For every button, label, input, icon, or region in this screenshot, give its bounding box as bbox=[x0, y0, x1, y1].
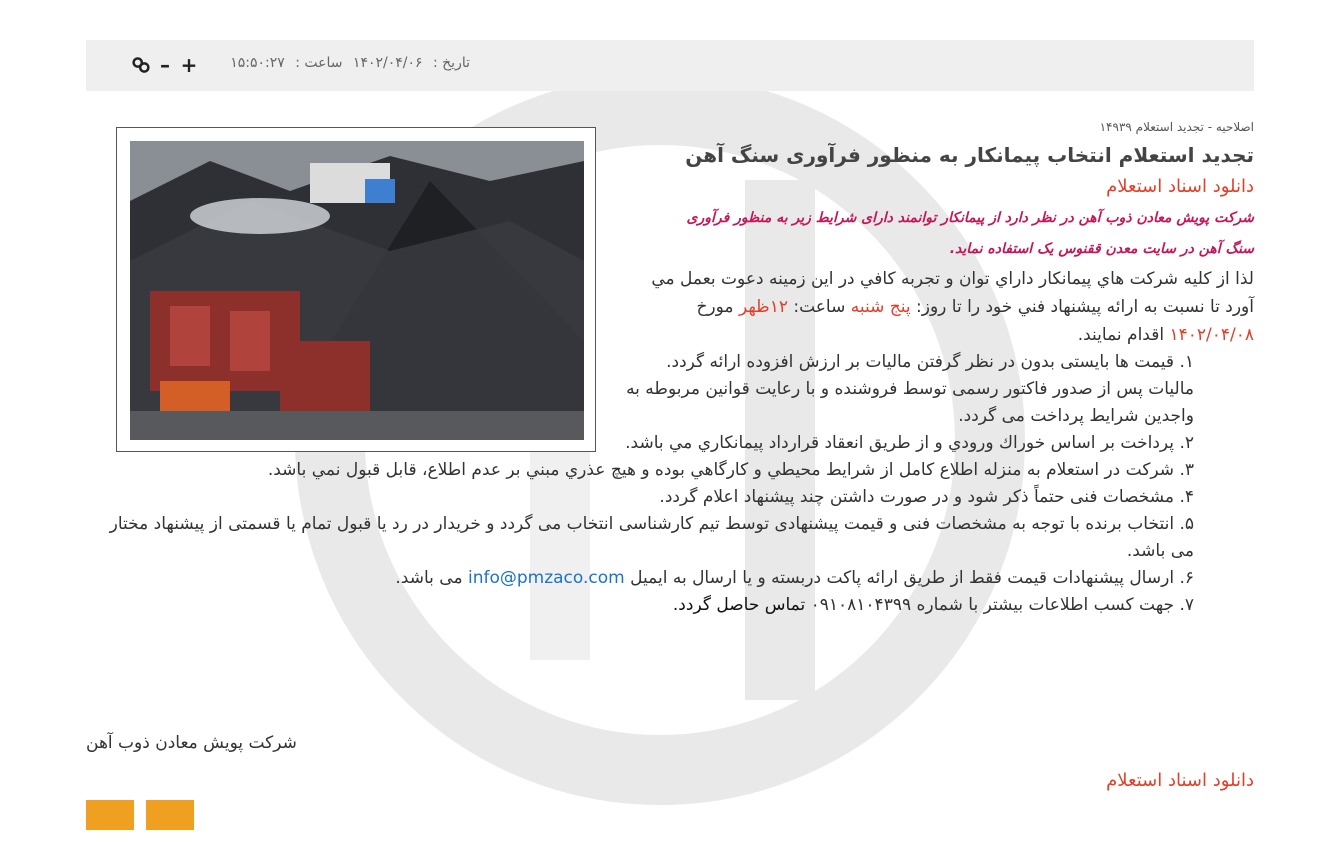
share-buttons bbox=[86, 800, 194, 830]
conditions-list bbox=[104, 349, 1254, 619]
list-item bbox=[104, 565, 1194, 592]
article-title: تجدید استعلام انتخاب پیمانکار به منظور فرآوری سنگ آهن bbox=[685, 143, 1254, 167]
item6-text: ۶. ارسال پیشنهادات قیمت فقط از طریق ارائه پاکت دربسته و یا ارسال به ایمیل bbox=[630, 568, 1194, 588]
link-icon[interactable] bbox=[132, 50, 150, 80]
download-documents-link-bottom[interactable]: دانلود اسناد استعلام bbox=[1106, 770, 1254, 791]
item7-text: ۷. جهت کسب اطلاعات بیشتر با شماره ۰۹۱۰۸۱۰۴۳۹۹ bbox=[810, 595, 1194, 615]
list-item: ۱. قیمت ها بایستی بدون در نظر گرفتن مالیات بر ارزش افزوده ارائه گردد. مالیات پس از صدور فاکتور رسمی توسط فروشنده و با رعایت قوانین مربوطه به واجدین شرایط پرداخت می گردد. bbox=[626, 352, 1194, 426]
para-end: اقدام نمایند. bbox=[1077, 325, 1165, 345]
email-link[interactable]: info@pmzaco.com bbox=[467, 568, 625, 588]
invitation-paragraph bbox=[636, 265, 1254, 349]
article-intro: شرکت پویش معادن ذوب آهن در نظر دارد از پیمانکار توانمند دارای شرایط زیر به منظور فرآوری سنگ آهن در سایت معدن ققنوس یک استفاده نماید. bbox=[686, 210, 1254, 257]
time-label: ساعت : bbox=[295, 55, 343, 71]
deadline-time-label: ساعت: bbox=[793, 297, 846, 317]
list-item: ۳. شركت در استعلام به منزله اطلاع كامل از شرايط محيطي و كارگاهي بوده و هيچ عذري مبني بر عدم اطلاع، قابل قبول نمي باشد. bbox=[267, 460, 1194, 480]
list-item bbox=[104, 592, 1194, 619]
share-button[interactable] bbox=[146, 800, 194, 830]
article-subheading: اصلاحیه - تجدید استعلام ۱۴۹۳۹ bbox=[1099, 120, 1254, 134]
download-documents-link[interactable]: دانلود اسناد استعلام bbox=[1106, 176, 1254, 197]
deadline-time: ۱۲ظهر bbox=[738, 297, 788, 317]
item6-end: می باشد. bbox=[395, 568, 463, 588]
font-tools bbox=[132, 50, 198, 80]
minus-icon[interactable]: – bbox=[160, 53, 170, 77]
date-time-display bbox=[224, 55, 470, 71]
deadline-dated-label: مورخ bbox=[696, 297, 734, 317]
para-text: لذا از کلیه شرکت هاي پیمانکار داراي توان و تجربه کافي در این زمینه دعوت بعمل مي آورد تا نسبت به ارائه پیشنهاد فني خود را تا روز: bbox=[651, 269, 1254, 317]
list-item: ۵. انتخاب برنده با توجه به مشخصات فنی و قیمت پیشنهادی توسط تیم کارشناسی انتخاب می گردد و خریدار در رد یا قبول تمام یا قسمتی از پیشنهاد مختار می باشد. bbox=[109, 514, 1194, 561]
article-content bbox=[104, 115, 1254, 619]
plus-icon[interactable]: + bbox=[180, 53, 198, 77]
list-item: ۴. مشخصات فنی حتماً ذکر شود و در صورت داشتن چند پیشنهاد اعلام گردد. bbox=[659, 487, 1194, 507]
top-toolbar bbox=[86, 40, 1254, 91]
time-value: ۱۵:۵۰:۲۷ bbox=[230, 55, 285, 71]
list-item: ۲. پرداخت بر اساس خوراك ورودي و از طريق انعقاد قرارداد پيمانكاري مي باشد. bbox=[625, 433, 1194, 453]
deadline-day: پنج شنبه bbox=[850, 297, 911, 317]
date-label: تاریخ : bbox=[432, 55, 470, 71]
share-button[interactable] bbox=[86, 800, 134, 830]
item7-end: تماس حاصل گردد. bbox=[672, 595, 806, 615]
company-name: شرکت پویش معادن ذوب آهن bbox=[86, 733, 297, 753]
deadline-date: ۱۴۰۲/۰۴/۰۸ bbox=[1169, 325, 1254, 345]
date-value: ۱۴۰۲/۰۴/۰۶ bbox=[352, 55, 423, 71]
